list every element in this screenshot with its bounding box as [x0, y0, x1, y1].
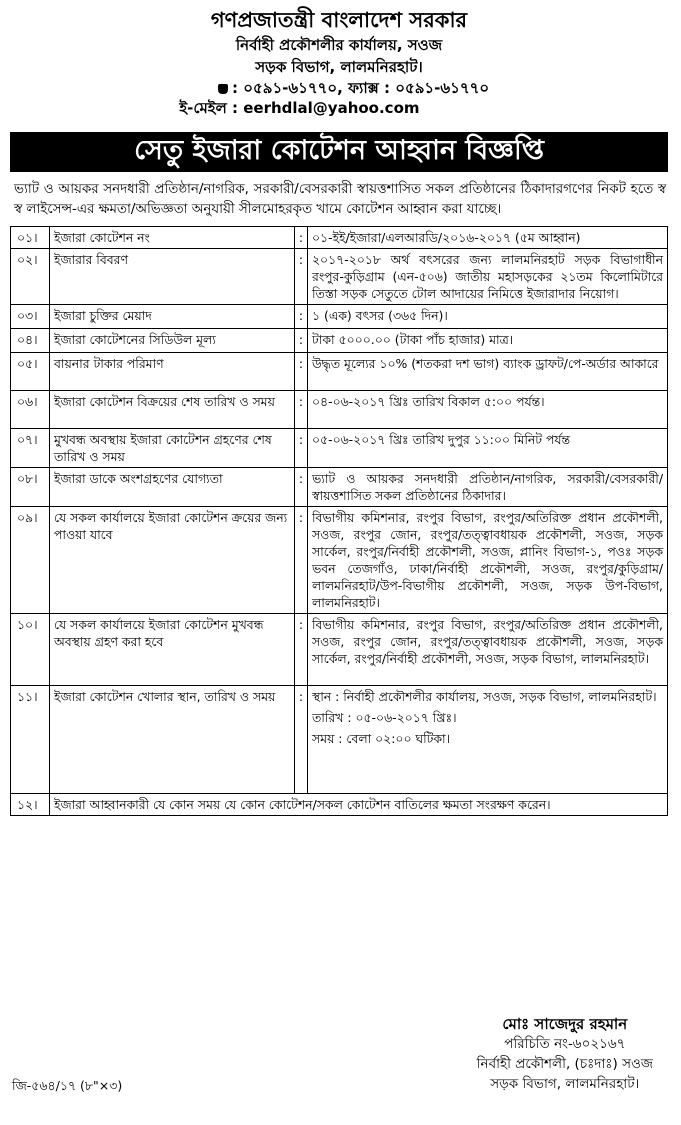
- row-value: ০৪-০৬-২০১৭ খ্রিঃ তারিখ বিকাল ৫:০০ পর্যন্ত।: [308, 391, 668, 429]
- row-label: যে সকল কার্যালয়ে ইজারা কোটেশন ক্রয়ের জন্য পাওয়া যাবে: [50, 507, 295, 614]
- phone-icon: [218, 84, 228, 94]
- table-row: [11, 686, 668, 794]
- row-number: ১০।: [11, 614, 50, 686]
- government-title: গণপ্রজাতন্ত্রী বাংলাদেশ সরকার: [210, 8, 468, 32]
- email-address[interactable]: eerhdlal@yahoo.com: [243, 99, 420, 117]
- row-value: ১ (এক) বৎসর (৩৬৫ দিন)।: [308, 305, 668, 329]
- office-name: নির্বাহী প্রকৌশলীর কার্যালয়, সওজ: [235, 36, 443, 54]
- row-label: ইজারা কোটেশন বিক্রয়ের শেষ তারিখ ও সময়: [50, 391, 295, 429]
- opening-place: স্থান : নির্বাহী প্রকৌশলীর কার্যালয়, সওজ, সড়ক বিভাগ, লালমনিরহাট।: [312, 689, 657, 704]
- row-colon: :: [295, 391, 308, 429]
- row-value: বিভাগীয় কমিশনার, রংপুর বিভাগ, রংপুর/অতিরিক্ত প্রধান প্রকৌশলী, সওজ, রংপুর জোন, রংপুর/তত্ত্বাবধায়ক প্রকৌশলী, সওজ, সড়ক সার্কেল, রংপুর/নির্বাহী প্রকৌশলী, সওজ, সড়ক বিভাগ, লালমনিরহাট।: [308, 614, 668, 686]
- row-label: ইজারা কোটেশন খোলার স্থান, তারিখ ও সময়: [50, 686, 295, 794]
- notice-title-banner: সেতু ইজারা কোটেশন আহ্বান বিজ্ঞপ্তি: [10, 132, 668, 172]
- row-label: যে সকল কার্যালয়ে ইজারা কোটেশন মুখবন্ধ অবস্থায় গ্রহণ করা হবে: [50, 614, 295, 686]
- row-number: ০৭।: [11, 429, 50, 468]
- row-label: ইজারার বিবরণ: [50, 249, 295, 305]
- row-colon: :: [295, 507, 308, 614]
- opening-time: সময় : বেলা ০২:০০ ঘটিকা।: [312, 731, 451, 746]
- division-name: সড়ক বিভাগ, লালমনিরহাট।: [255, 58, 423, 76]
- table-row: [11, 614, 668, 686]
- row-label: ইজারা চুক্তির মেয়াদ: [50, 305, 295, 329]
- table-row: [11, 507, 668, 614]
- quotation-details-table: [10, 226, 668, 816]
- memo-number: জি-৫৬৪/১৭ (৮"×৩): [12, 1078, 123, 1093]
- signatory-name: মোঃ সাজেদুর রহমান: [502, 1015, 628, 1033]
- row-number: ১২।: [11, 794, 50, 816]
- email-line: [120, 98, 668, 118]
- row-label: ইজারা কোটেশন নং: [50, 227, 295, 249]
- row-colon: :: [295, 468, 308, 507]
- signatory-office: সড়ক বিভাগ, লালমনিরহাট।: [490, 1076, 640, 1092]
- row-number: ০৩।: [11, 305, 50, 329]
- row-number: ০৪।: [11, 329, 50, 353]
- signatory-title: নির্বাহী প্রকৌশলী, (চঃদাঃ) সওজ: [476, 1056, 653, 1072]
- table-row: [11, 329, 668, 353]
- row-value: ভ্যাট ও আয়কর সনদধারী প্রতিষ্ঠান/নাগরিক, সরকারী/বেসরকারী/স্বায়ত্তশাসিত সকল প্রতিষ্ঠানের ঠিকাদার।: [308, 468, 668, 507]
- table-row: [11, 468, 668, 507]
- row-colon: :: [295, 329, 308, 353]
- email-label: ই-মেইল :: [179, 99, 238, 117]
- opening-date: তারিখ : ০৫-০৬-২০১৭ খ্রিঃ।: [312, 710, 457, 725]
- row-label: মুখবন্ধ অবস্থায় ইজারা কোটেশন গ্রহণের শেষ তারিখ ও সময়: [50, 429, 295, 468]
- row-number: ১১।: [11, 686, 50, 794]
- row-colon: :: [295, 249, 308, 305]
- row-label: বায়নার টাকার পরিমাণ: [50, 353, 295, 391]
- row-value: ০৫-০৬-২০১৭ খ্রিঃ তারিখ দুপুর ১১:০০ মিনিট পর্যন্ত: [308, 429, 668, 468]
- signatory-id: পরিচিতি নং-৬০২১৬৭: [504, 1036, 626, 1052]
- row-value: বিভাগীয় কমিশনার, রংপুর বিভাগ, রংপুর/অতিরিক্ত প্রধান প্রকৌশলী, সওজ, রংপুর জোন, রংপুর/তত্ত্বাবধায়ক প্রকৌশলী, সওজ, সড়ক সার্কেল, রংপুর/নির্বাহী প্রকৌশলী, সওজ, প্লানিং বিভাগ-১, পওঃ সড়ক ভবন তেজগাঁও, ঢাকা/নির্বাহী প্রকৌশলী, সওজ, রংপুর/কুড়িগ্রাম/লালমনিরহাট/উপ-বিভাগীয় প্রকৌশলী, সওজ, সড়ক উপ-বিভাগ, লালমনিরহাট।: [308, 507, 668, 614]
- phone-line: : ০৫৯১-৬১৭৭০, ফ্যাক্স : ০৫৯১-৬১৭৭০: [120, 78, 668, 98]
- table-row: [11, 227, 668, 249]
- row-colon: :: [295, 686, 308, 794]
- row-value: উদ্ধৃত মূল্যের ১০% (শতকরা দশ ভাগ) ব্যাংক ড্রাফট/পে-অর্ডার আকারে: [308, 353, 668, 391]
- row-colon: :: [295, 227, 308, 249]
- table-row: [11, 794, 668, 816]
- row-number: ০৯।: [11, 507, 50, 614]
- row-label: ইজারা কোটেশনের সিডিউল মূল্য: [50, 329, 295, 353]
- row-value: ০১-ইই/ইজারা/এলআরডি/২০১৬-২০১৭ (৫ম আহ্বান): [308, 227, 668, 249]
- row-colon: :: [295, 305, 308, 329]
- row-number: ০৬।: [11, 391, 50, 429]
- phone-fax: ০৫৯১-৬১৭৭০, ফ্যাক্স : ০৫৯১-৬১৭৭০: [243, 79, 490, 97]
- row-value: ২০১৭-২০১৮ অর্থ বৎসরের জন্য লালমনিরহাট সড়ক বিভাগাধীন রংপুর-কুড়িগ্রাম (এন-৫০৬) জাতীয় মহাসড়কের ২১তম কিলোমিটারে তিস্তা সড়ক সেতুতে টোল আদায়ের নিমিত্তে ইজারাদার নিয়োগ।: [308, 249, 668, 305]
- table-row: [11, 249, 668, 305]
- row-number: ০৫।: [11, 353, 50, 391]
- row-number: ০৮।: [11, 468, 50, 507]
- row-value: টাকা ৫০০০.০০ (টাকা পাঁচ হাজার) মাত্র।: [308, 329, 668, 353]
- row-number: ০২।: [11, 249, 50, 305]
- row-value: [308, 686, 668, 794]
- row-label: ইজারা ডাকে অংশগ্রহণের যোগ্যতা: [50, 468, 295, 507]
- row-colon: :: [295, 353, 308, 391]
- intro-paragraph: ভ্যাট ও আয়কর সনদধারী প্রতিষ্ঠান/নাগরিক, সরকারী/বেসরকারী স্বায়ত্তশাসিত সকল প্রতিষ্ঠানের ঠিকাদারগণের নিকট হতে স্ব স্ব লাইসেন্স-এর ক্ষমতা/অভিজ্ঞতা অনুযায়ী সীলমোহরকৃত খামে কোটেশন আহ্বান করা যাচ্ছে।: [14, 182, 666, 217]
- signature-block: [477, 1014, 653, 1094]
- table-row: [11, 353, 668, 391]
- cancellation-rights-note: ইজারা আহ্বানকারী যে কোন সময় যে কোন কোটেশন/সকল কোটেশন বাতিলের ক্ষমতা সংরক্ষণ করেন।: [50, 794, 668, 816]
- table-row: [11, 305, 668, 329]
- header: [10, 6, 668, 118]
- row-colon: :: [295, 429, 308, 468]
- table-row: [11, 429, 668, 468]
- row-number: ০১।: [11, 227, 50, 249]
- table-row: [11, 391, 668, 429]
- row-colon: :: [295, 614, 308, 686]
